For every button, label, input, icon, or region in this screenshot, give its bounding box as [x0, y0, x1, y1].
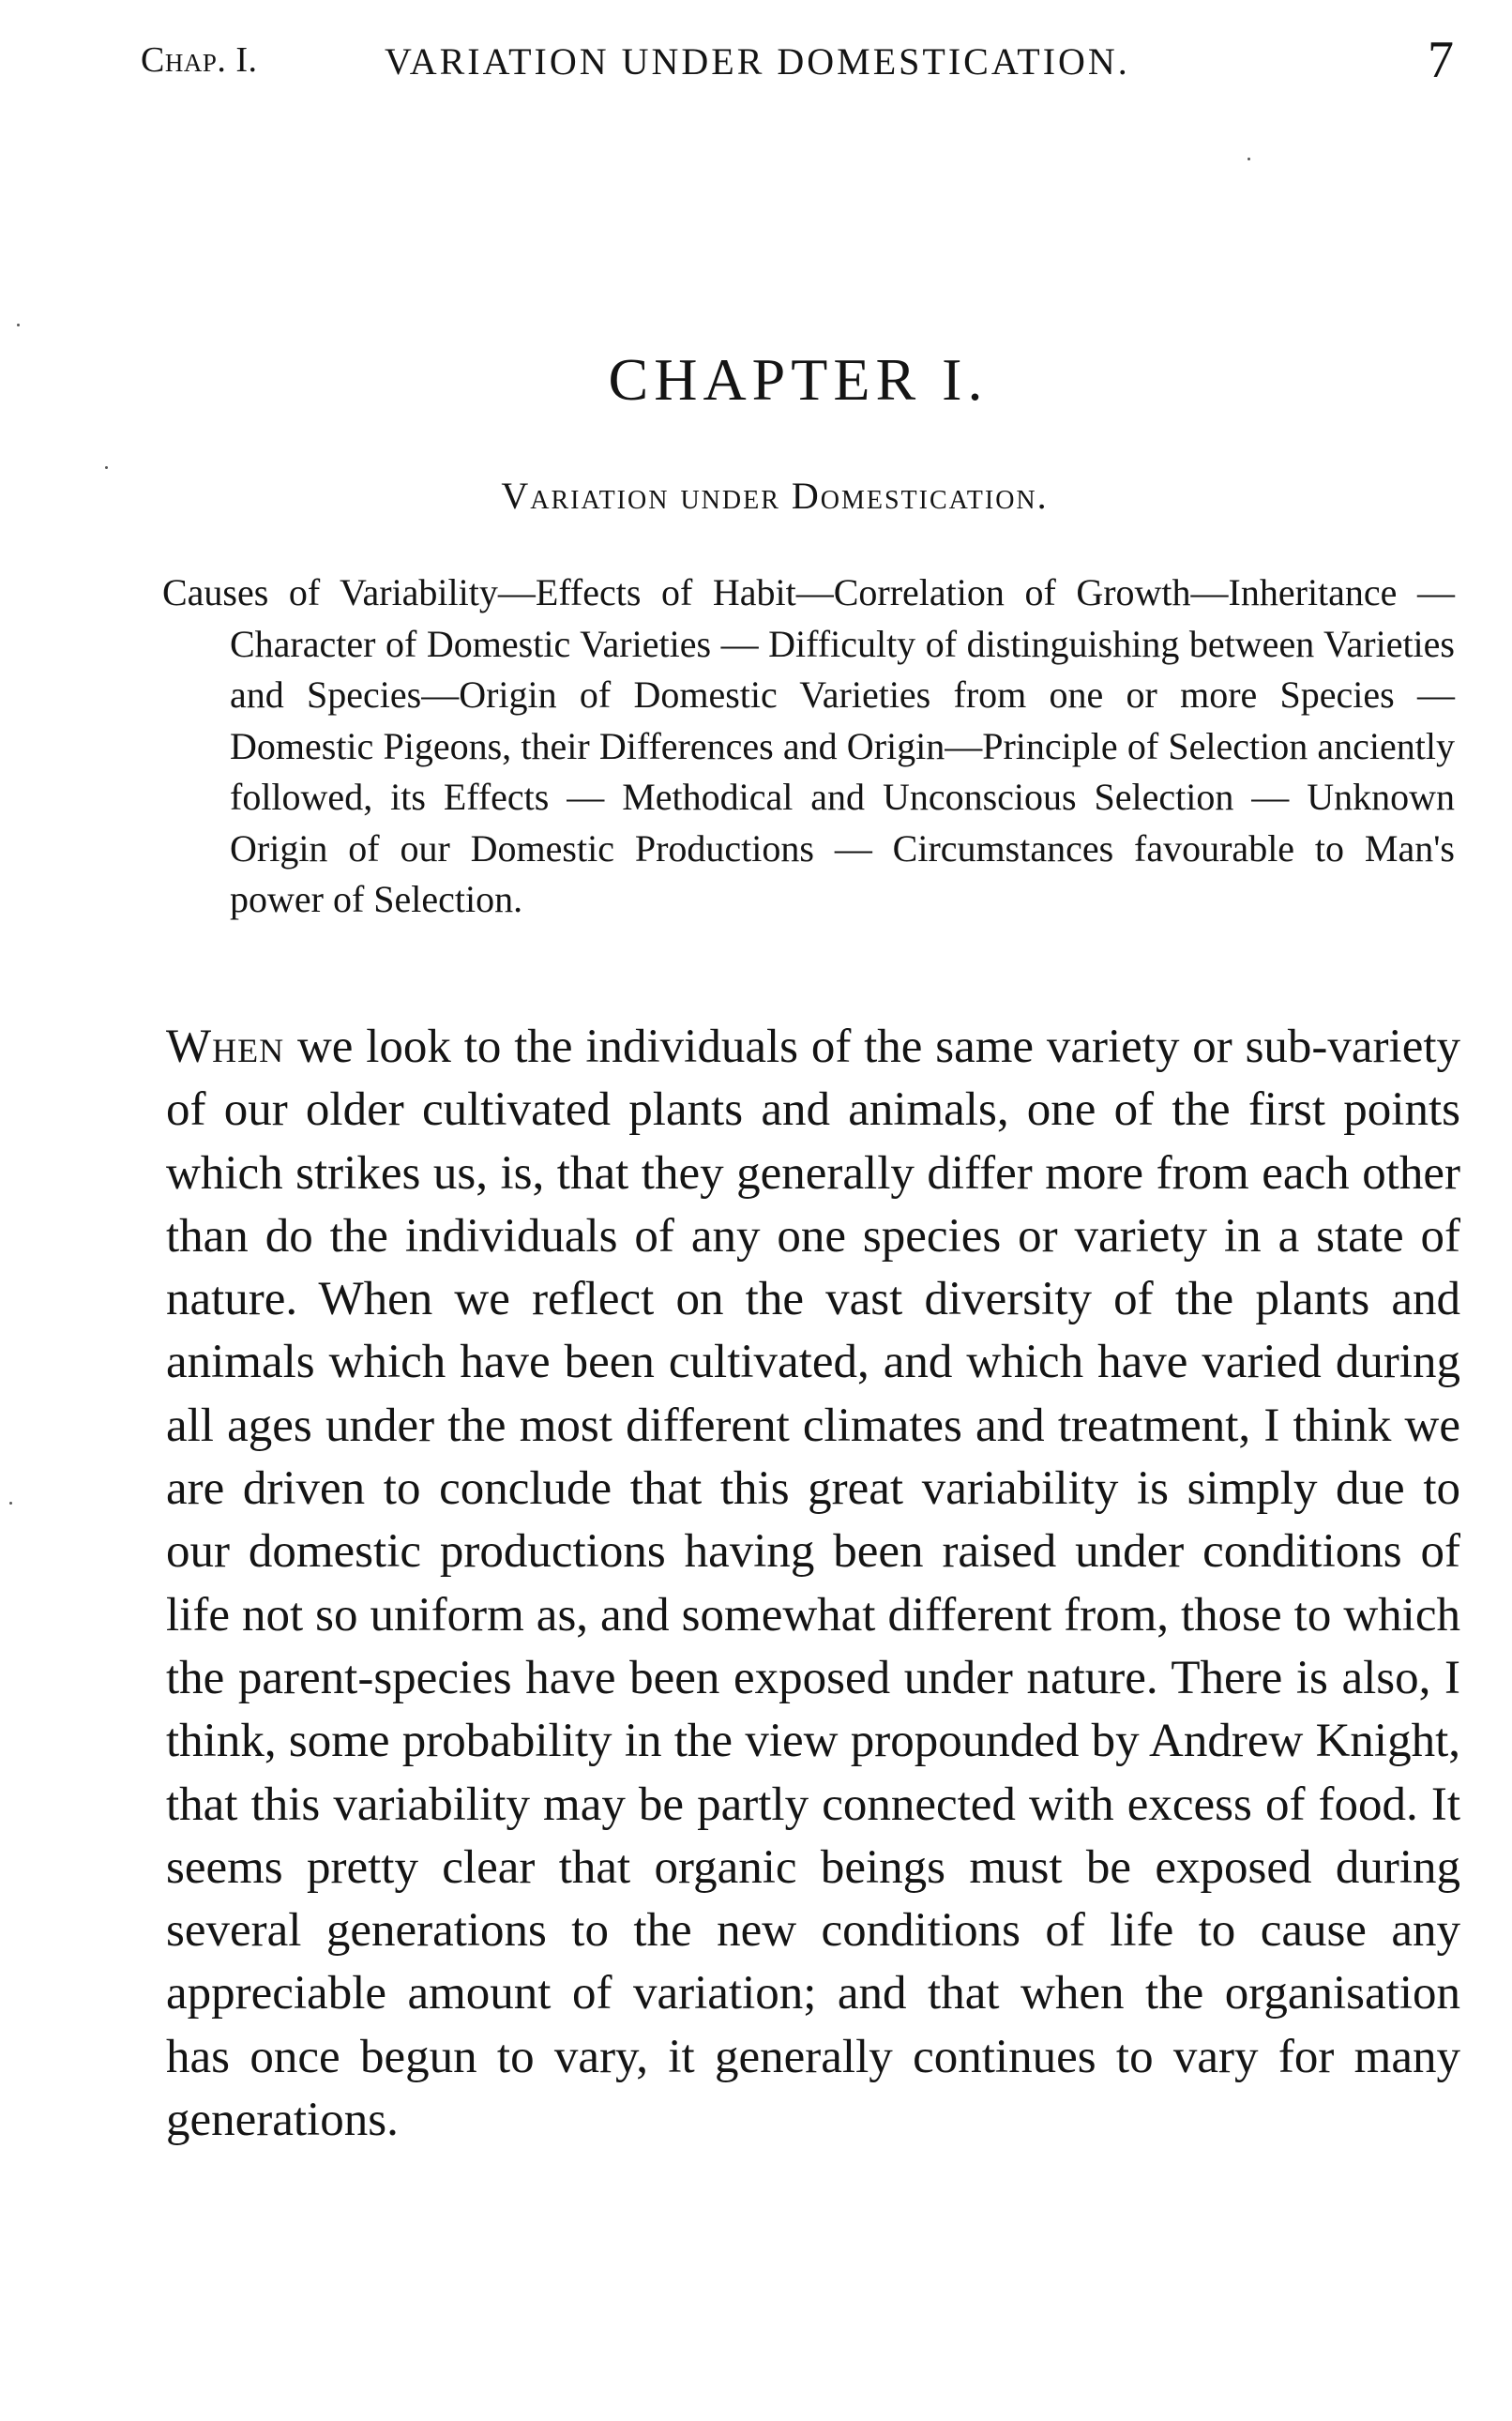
scan-speck	[9, 1502, 12, 1505]
running-header-title: VARIATION UNDER DOMESTICATION.	[385, 40, 1130, 83]
body-paragraph	[166, 1016, 1460, 2152]
chapter-subtitle: Variation under Domestication.	[501, 475, 1049, 517]
chapter-heading: CHAPTER I.	[608, 346, 989, 413]
scan-speck	[105, 466, 108, 469]
running-header-chapter: Chap. I.	[141, 40, 258, 80]
running-header	[141, 30, 1454, 96]
lead-word: When	[166, 1021, 285, 1073]
chapter-summary: Causes of Variability—Effects of Habit—Correlation of Growth—Inheritance — Character of Domestic Varieties — Difficulty of distinguishing between Varieties and Species—Origin of Domestic Varieties from one or more Species — Domestic Pigeons, their Differences and Origin—Principle of Selection anciently followed, its Effects — Methodical and Unconscious Selection — Unknown Origin of our Domestic Productions — Circumstances favourable to Man's power of Selection.	[162, 571, 1455, 920]
page-number: 7	[1428, 31, 1454, 89]
body-text: we look to the individuals of the same variety or sub-variety of our older cultivated plants and animals, one of the first points which strikes us, is, that they generally differ more from each other than do the individuals of any one species or variety in a state of nature. When we reflect on the vast diversity of the plants and animals which have been cultivated, and which have varied during all ages under the most different climates and treatment, I think we are driven to conclude that this great variability is simply due to our domestic productions having been raised under conditions of life not so uniform as, and somewhat different from, those to which the parent-species have been exposed under nature. There is also, I think, some probability in the view propounded by Andrew Knight, that this variability may be partly connected with excess of food. It seems pretty clear that organic beings must be exposed during several generations to the new conditions of life to cause any appreciable amount of variation; and that when the organisation has once begun to vary, it generally continues to vary for many generations.	[166, 1021, 1460, 2147]
scan-speck	[1247, 158, 1250, 160]
scan-speck	[17, 324, 20, 326]
